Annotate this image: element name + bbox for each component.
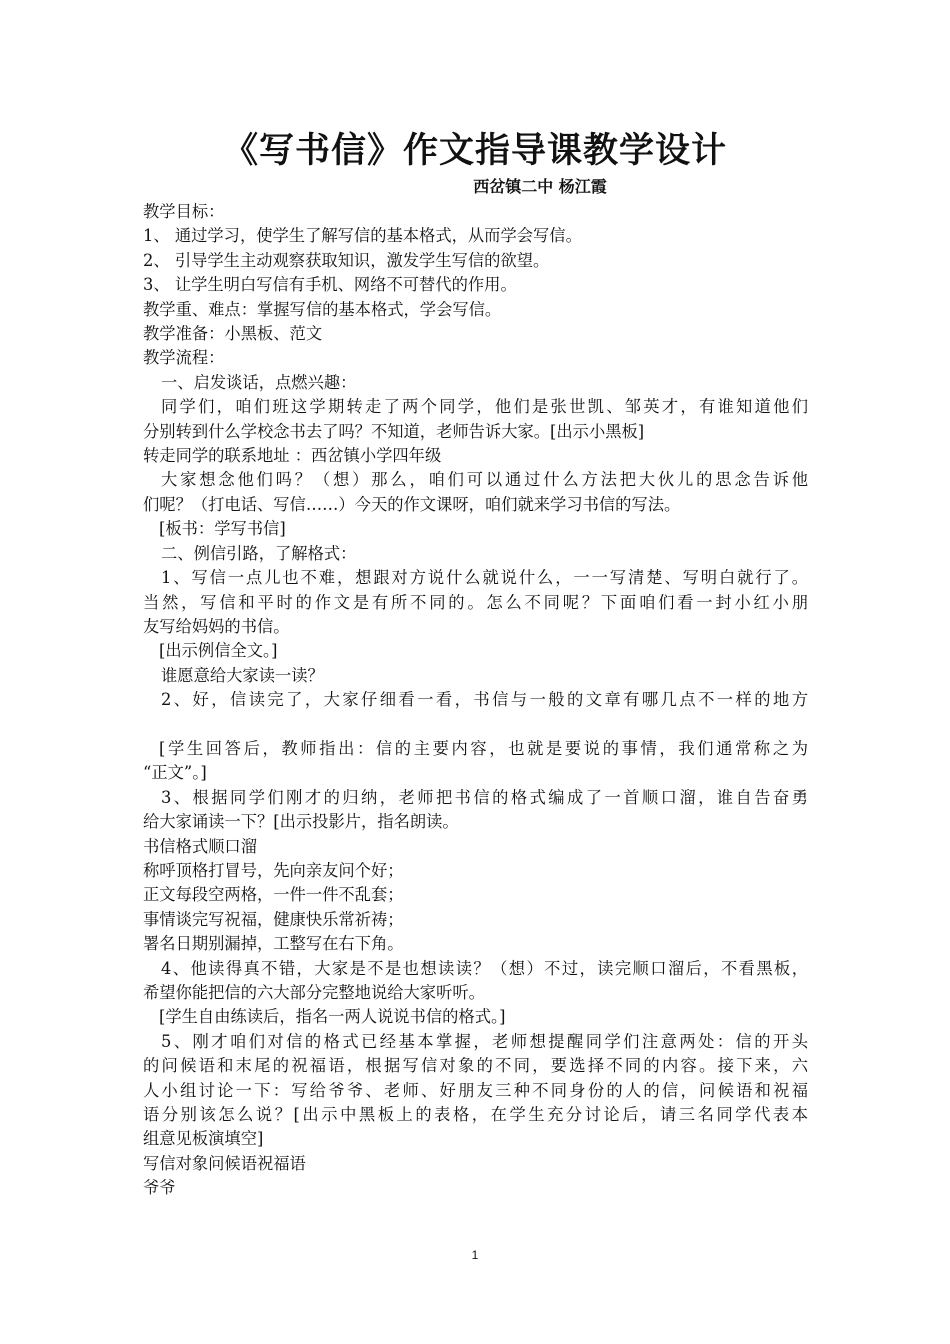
text-line: 分别转到什么学校念书去了吗？不知道，老师告诉大家。[出示小黑板]	[143, 421, 645, 441]
text-line: 4、他读得真不错，大家是不是也想读读？（想）不过，读完顺口溜后，不看黑板，	[161, 958, 808, 978]
page-number: 1	[471, 1248, 479, 1262]
text-line: [板书：学写书信]	[159, 519, 286, 539]
text-line: 二、例信引路，了解格式：	[161, 543, 357, 563]
text-line: 大家想念他们吗？（想）那么，咱们可以通过什么方法把大伙儿的思念告诉他	[161, 470, 808, 490]
text-line: [学生回答后，教师指出：信的主要内容，也就是要说的事情，我们通常称之为	[159, 738, 808, 758]
blank-line	[143, 713, 808, 737]
text-line: 教学目标：	[143, 202, 225, 221]
text-line: 称呼顶格打冒号，先向亲友问个好；	[143, 860, 404, 880]
text-line: 署名日期别漏掉，工整写在右下角。	[143, 934, 404, 954]
text-line: 3、 让学生明白写信有手机、网络不可替代的作用。	[143, 275, 517, 295]
text-line: 爷爷	[143, 1178, 176, 1198]
text-line: 3、根据同学们刚才的归纳，老师把书信的格式编成了一首顺口溜，谁自告奋勇	[161, 787, 808, 807]
text-line: 教学流程：	[143, 348, 225, 368]
text-line: 2、好，信读完了，大家仔细看一看，书信与一般的文章有哪几点不一样的地方	[161, 690, 808, 710]
text-line: 一、启发谈话，点燃兴趣：	[161, 372, 357, 392]
text-line: 正文每段空两格，一件一件不乱套；	[143, 885, 404, 905]
document-body	[143, 200, 808, 1201]
text-line: 当然，写信和平时的作文是有所不同的。怎么不同呢？下面咱们看一封小红小朋	[143, 592, 808, 612]
text-line: 书信格式顺口溜	[143, 836, 257, 856]
text-line: 转走同学的联系地址 ：西岔镇小学四年级	[143, 446, 442, 466]
text-line: 教学重、难点：掌握写信的基本格式，学会写信。	[143, 299, 502, 319]
text-line: [学生自由练读后，指名一两人说说书信的格式。]	[159, 1007, 506, 1027]
text-line: 人小组讨论一下：写给爷爷、老师、好朋友三种不同身份的人的信，问候语和祝福	[143, 1080, 808, 1100]
text-line: 们呢？（打电话、写信……）今天的作文课呀，咱们就来学习书信的写法。	[143, 494, 681, 514]
text-line: [出示例信全文。]	[159, 641, 278, 661]
text-line: 事情谈完写祝福，健康快乐常祈祷；	[143, 909, 404, 929]
text-line: 1、 通过学习，使学生了解写信的基本格式，从而学会写信。	[143, 226, 582, 246]
text-line: 教学准备：小黑板、范文	[143, 324, 323, 344]
text-line: 组意见板演填空]	[143, 1129, 264, 1149]
text-line: 2、 引导学生主动观察获取知识，激发学生写信的欲望。	[143, 250, 550, 270]
text-line: “正文”。]	[143, 763, 207, 783]
text-line: 同学们，咱们班这学期转走了两个同学，他们是张世凯、邹英才，有谁知道他们	[161, 397, 808, 417]
text-line: 1、写信一点儿也不难，想跟对方说什么就说什么，一一写清楚、写明白就行了。	[161, 568, 808, 588]
text-line: 的问候语和末尾的祝福语，根据写信对象的不同，要选择不同的内容。接下来，六	[143, 1056, 808, 1076]
text-line: 友写给妈妈的书信。	[143, 616, 290, 636]
text-line: 谁愿意给大家读一读？	[161, 665, 324, 685]
text-line: 写信对象问候语祝福语	[143, 1153, 306, 1173]
text-line: 语分别该怎么说？[出示中黑板上的表格，在学生充分讨论后，请三名同学代表本	[143, 1105, 808, 1125]
text-line: 给大家诵读一下？[出示投影片，指名朗读。	[143, 812, 459, 832]
text-line: 5、刚才咱们对信的格式已经基本掌握，老师想提醒同学们注意两处：信的开头	[161, 1031, 808, 1051]
text-line: 希望你能把信的六大部分完整地说给大家听听。	[143, 982, 485, 1002]
author-line: 西岔镇二中 杨江霞	[473, 177, 607, 196]
document-title: 《写书信》作文指导课教学设计	[222, 131, 727, 171]
